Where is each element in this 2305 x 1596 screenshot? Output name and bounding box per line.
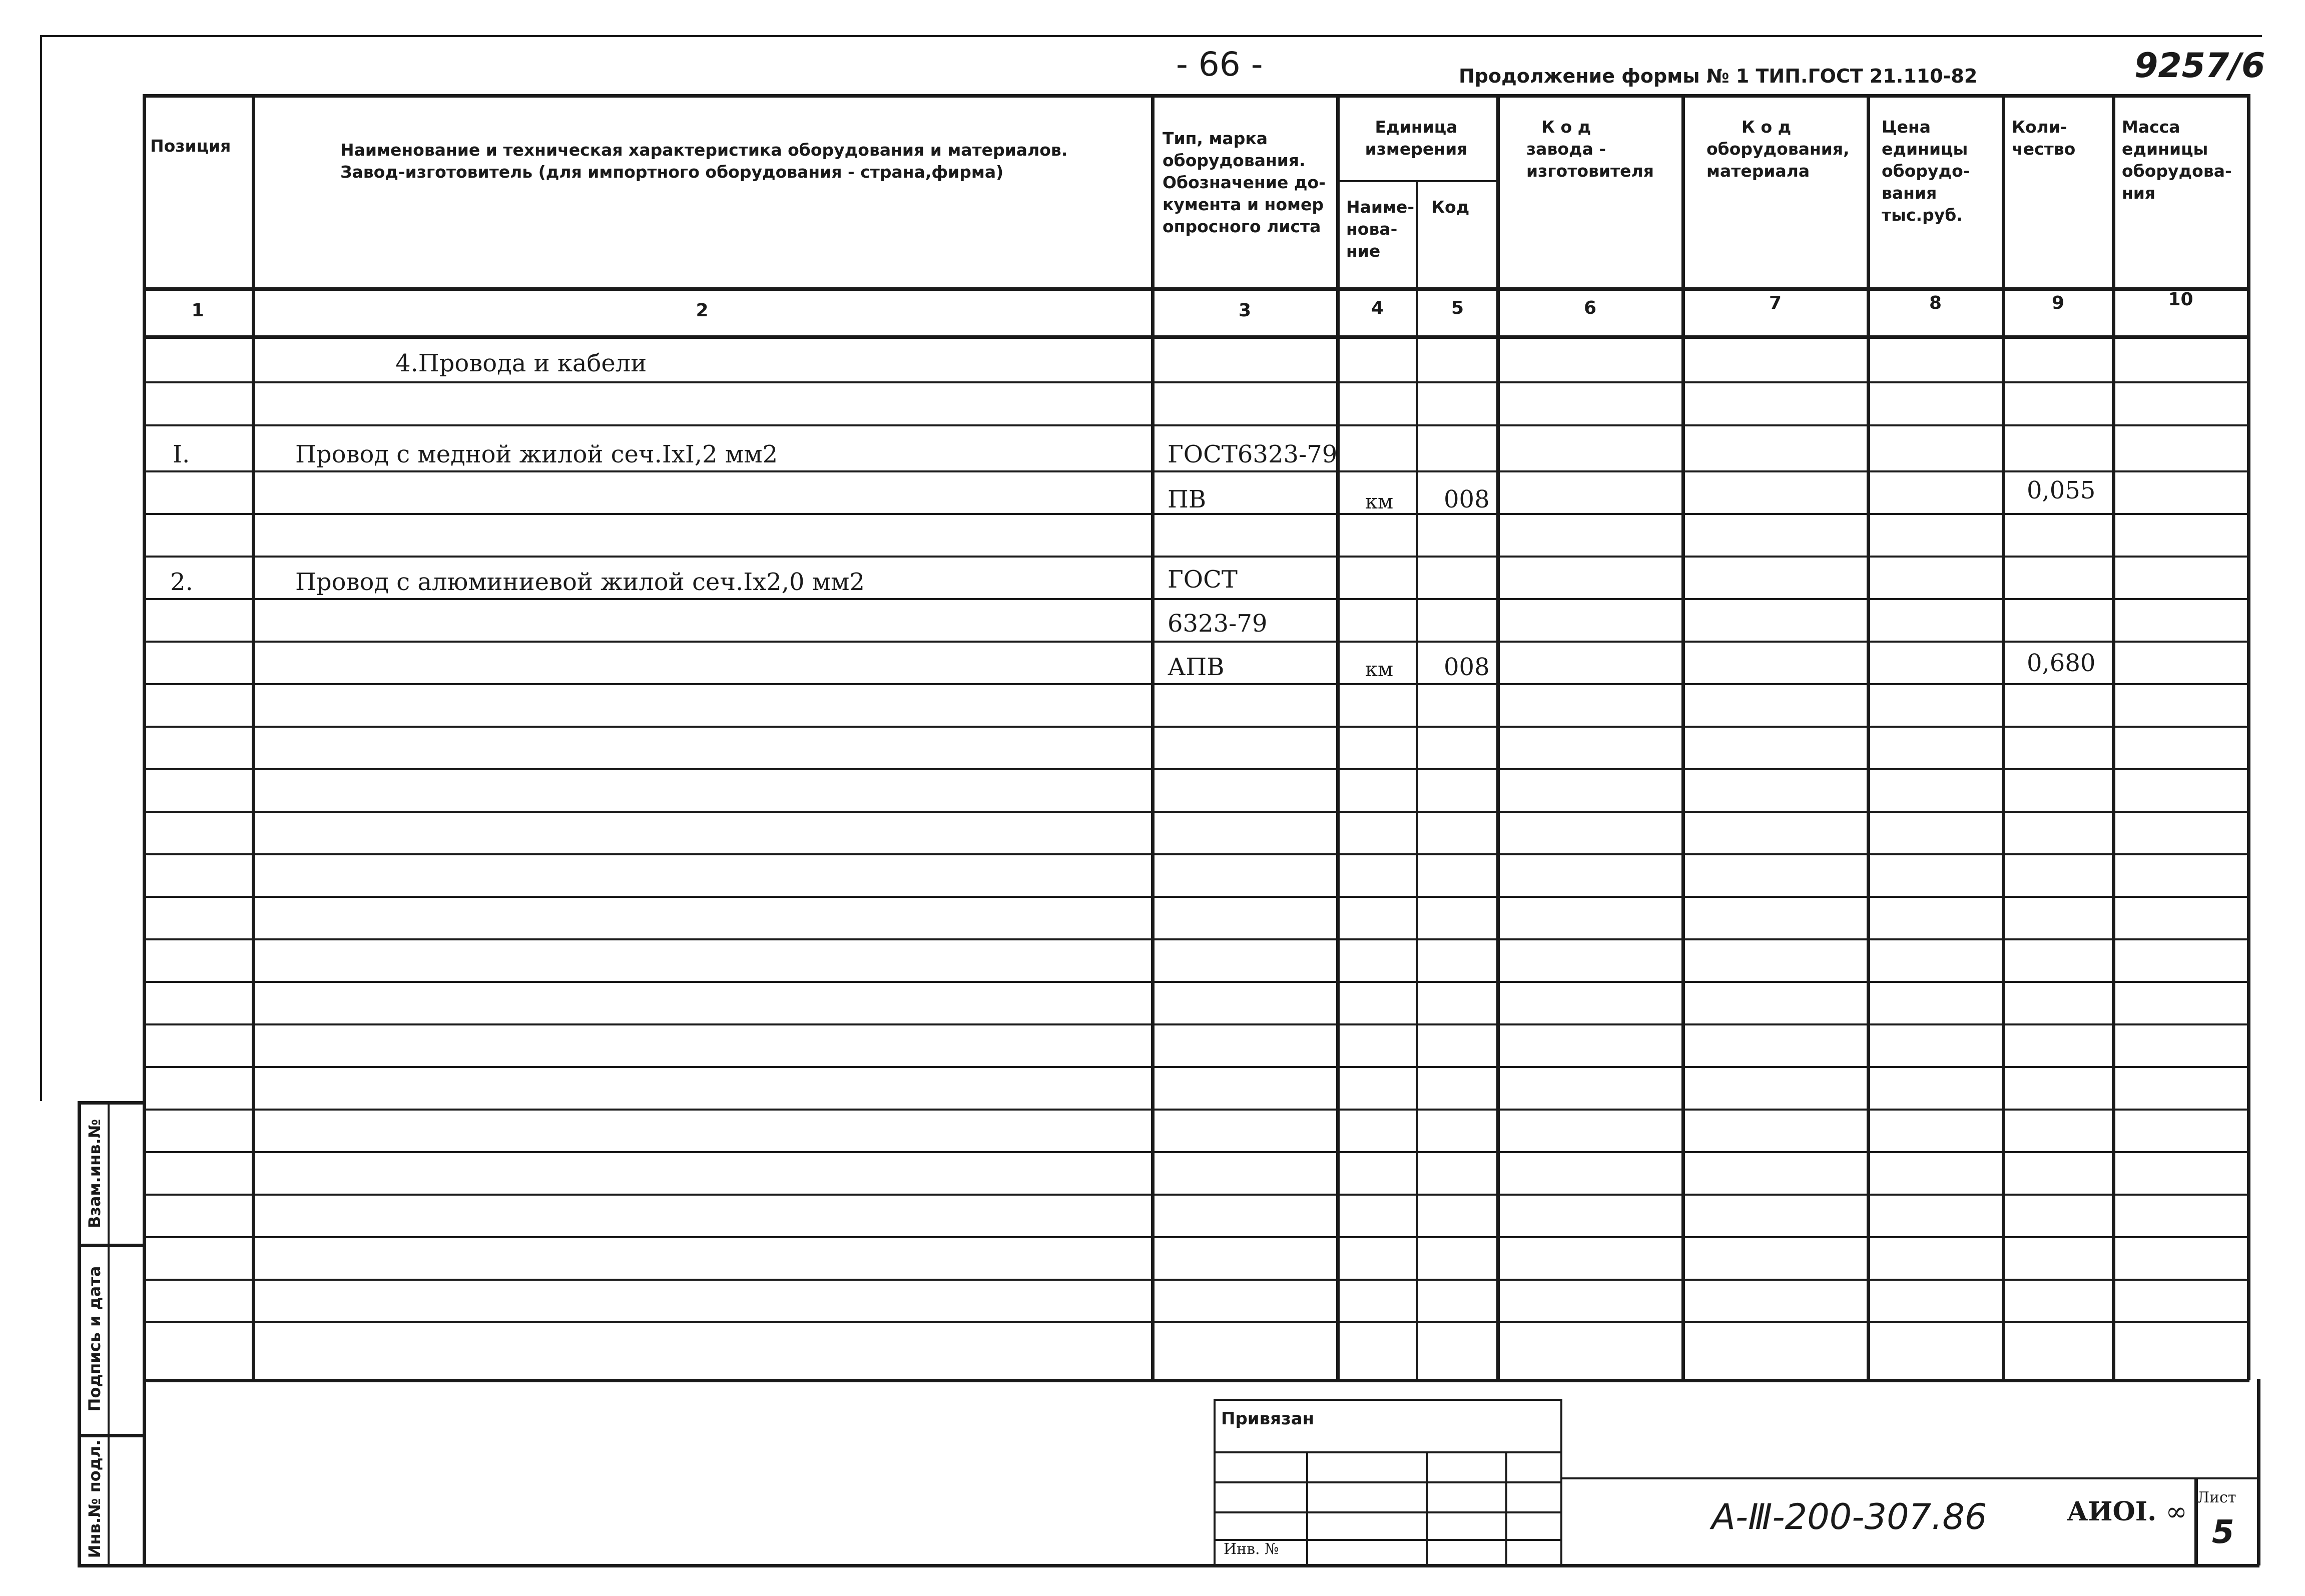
row-name: Провод с медной жилой сеч.IхI,2 мм2 bbox=[295, 440, 778, 468]
row-type: ГОСТ6323-79 bbox=[1168, 440, 1338, 468]
row-line bbox=[143, 1066, 2249, 1068]
form-caption: Продолжение формы № 1 ТИП.ГОСТ 21.110-82 bbox=[1459, 65, 1978, 87]
row-line bbox=[143, 768, 2249, 770]
row-line bbox=[143, 424, 2249, 426]
header-position: Позиция bbox=[150, 136, 231, 156]
row-type: ПВ bbox=[1168, 485, 1207, 513]
column-number: 2 bbox=[696, 300, 709, 321]
row-line bbox=[143, 981, 2249, 983]
column-number: 10 bbox=[2168, 289, 2193, 310]
header-unit-group: Единица измерения bbox=[1365, 117, 1468, 159]
margin-label-replaced-inv: Взам.инв.№ bbox=[85, 1119, 104, 1229]
column-number: 4 bbox=[1371, 298, 1384, 318]
binding-label: Привязан bbox=[1221, 1409, 1315, 1429]
column-number: 3 bbox=[1238, 300, 1252, 321]
section-title: 4.Провода и кабели bbox=[395, 349, 647, 377]
album-code-suffix: ∞ bbox=[2165, 1497, 2187, 1527]
row-line bbox=[143, 1236, 2249, 1238]
corner-code: 9257/6 bbox=[2134, 46, 2265, 86]
title-block-line bbox=[1560, 1477, 2258, 1479]
row-line bbox=[143, 1279, 2249, 1281]
row-unit-code: 008 bbox=[1444, 485, 1490, 513]
header-unit-name: Наиме- нова- ние bbox=[1346, 197, 1415, 261]
header-bottom-border bbox=[143, 287, 2249, 291]
row-type: 6323-79 bbox=[1168, 610, 1268, 638]
col-border-8-9 bbox=[2002, 94, 2005, 1380]
col-border-9-10 bbox=[2112, 94, 2115, 1380]
row-position: I. bbox=[173, 440, 190, 468]
row-line bbox=[143, 1023, 2249, 1025]
row-type: АПВ bbox=[1168, 653, 1225, 681]
row-position: 2. bbox=[170, 568, 193, 596]
binding-col bbox=[1306, 1451, 1308, 1565]
inventory-label: Инв. № bbox=[1224, 1540, 1279, 1558]
margin-bottom bbox=[78, 1564, 143, 1567]
row-line bbox=[143, 683, 2249, 685]
album-code bbox=[2067, 1496, 2187, 1527]
margin-inner-line bbox=[108, 1101, 110, 1566]
row-unit-code: 008 bbox=[1444, 653, 1490, 681]
col-border-5-6 bbox=[1496, 94, 1500, 1380]
column-number: 9 bbox=[2051, 293, 2065, 313]
header-quantity: Коли- чество bbox=[2012, 117, 2076, 159]
header-price: Цена единицы оборудо- вания тыс.руб. bbox=[1882, 117, 1970, 225]
row-type: ГОСТ bbox=[1168, 566, 1238, 594]
album-code-text: АИОI. bbox=[2067, 1496, 2157, 1527]
margin-label-original-inv: Инв.№ подл. bbox=[85, 1439, 104, 1558]
sheet-label: Лист bbox=[2197, 1489, 2236, 1506]
row-line bbox=[143, 853, 2249, 855]
col-border-4-5 bbox=[1416, 180, 1418, 1380]
column-number: 6 bbox=[1583, 298, 1597, 318]
row-line bbox=[143, 641, 2249, 643]
column-number: 5 bbox=[1451, 298, 1464, 318]
row-line bbox=[143, 1321, 2249, 1323]
header-unit-code: Код bbox=[1431, 197, 1470, 217]
header-type: Тип, марка оборудования. Обозначение до- кумента и номер опросного листа bbox=[1163, 129, 1326, 236]
margin-divider bbox=[78, 1244, 143, 1247]
row-line bbox=[143, 1109, 2249, 1111]
binding-col bbox=[1505, 1451, 1507, 1565]
row-quantity: 0,055 bbox=[2027, 476, 2096, 504]
row-line bbox=[143, 556, 2249, 558]
binding-top bbox=[1214, 1399, 1561, 1401]
row-quantity: 0,680 bbox=[2027, 649, 2096, 677]
document-number: А-Ⅲ-200-307.86 bbox=[1711, 1496, 1987, 1537]
stamp-bottom-line bbox=[143, 1564, 2259, 1567]
header-name-line2: Завод-изготовитель (для импортного оборудования - страна,фирма) bbox=[340, 162, 1004, 182]
table-bottom-border bbox=[143, 1379, 2249, 1382]
column-number: 1 bbox=[191, 300, 204, 321]
col-border-3-4 bbox=[1336, 94, 1340, 1380]
binding-line bbox=[1214, 1481, 1561, 1483]
margin-border-right bbox=[143, 1101, 146, 1566]
row-line bbox=[143, 598, 2249, 600]
colnum-bottom-border bbox=[143, 335, 2249, 339]
header-mass: Масса единицы оборудова- ния bbox=[2122, 117, 2232, 203]
row-line bbox=[143, 938, 2249, 940]
column-number: 7 bbox=[1769, 293, 1782, 313]
col-border-1-2 bbox=[252, 94, 255, 1380]
row-line bbox=[143, 1151, 2249, 1153]
row-unit: км bbox=[1365, 658, 1394, 681]
row-line bbox=[143, 470, 2249, 472]
col-border-6-7 bbox=[1681, 94, 1685, 1380]
header-equipment-code: К о д оборудования, материала bbox=[1706, 117, 1850, 181]
sheet-number: 5 bbox=[2212, 1514, 2234, 1551]
row-line bbox=[143, 896, 2249, 898]
margin-label-signature-date: Подпись и дата bbox=[85, 1266, 104, 1412]
header-plant-code: К о д завода - изготовителя bbox=[1526, 117, 1654, 181]
col-border-2-3 bbox=[1151, 94, 1155, 1380]
row-line bbox=[143, 381, 2249, 383]
table-top-border bbox=[143, 94, 2249, 98]
row-line bbox=[143, 1194, 2249, 1196]
page-number: - 66 - bbox=[1176, 45, 1263, 84]
binding-line bbox=[1214, 1511, 1561, 1513]
row-line bbox=[143, 726, 2249, 728]
margin-top bbox=[78, 1101, 143, 1105]
column-number: 8 bbox=[1929, 293, 1942, 313]
row-name: Провод с алюминиевой жилой сеч.Iх2,0 мм2 bbox=[295, 568, 865, 596]
binding-col bbox=[1426, 1451, 1428, 1565]
col-border-7-8 bbox=[1867, 94, 1870, 1380]
stamp-right-border bbox=[2257, 1379, 2260, 1565]
header-name-line1: Наименование и техническая характеристика оборудования и материалов. bbox=[340, 140, 1068, 160]
row-unit: км bbox=[1365, 490, 1394, 513]
binding-line bbox=[1214, 1451, 1561, 1453]
col-border-right bbox=[2247, 94, 2250, 1380]
row-line bbox=[143, 811, 2249, 813]
margin-border-left bbox=[78, 1101, 81, 1566]
left-frame-line bbox=[40, 35, 42, 1101]
top-frame-line bbox=[40, 35, 2262, 37]
